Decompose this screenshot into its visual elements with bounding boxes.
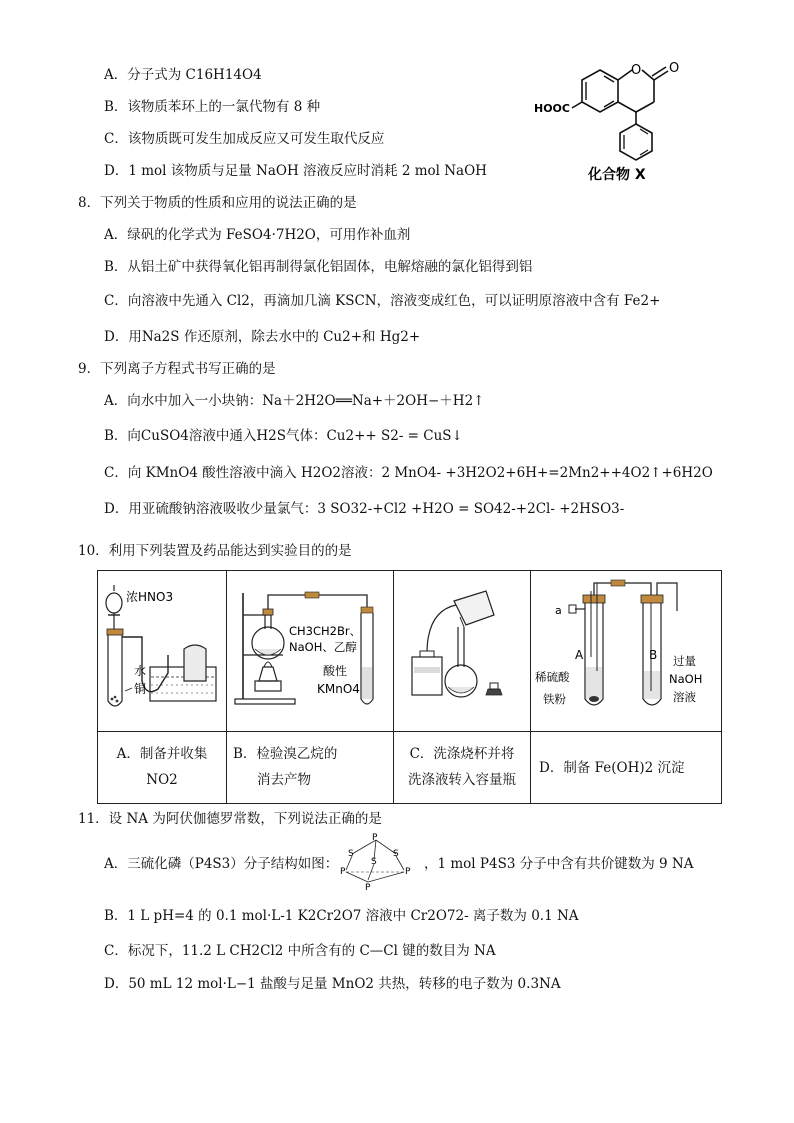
- apparatus-a: [98, 571, 227, 732]
- carbonyl-oxygen-label: O: [669, 61, 680, 76]
- q11-option-d: D．50 mL 12 mol·L−1 盐酸与足量 MnO2 共热，转移的电子数为 0.3NA: [104, 976, 561, 992]
- d-tube-a-label: A: [575, 648, 584, 662]
- a-acid-label: 浓HNO3: [126, 590, 174, 604]
- q7-option-d: D．1 mol 该物质与足量 NaOH 溶液反应时消耗 2 mol NaOH: [104, 163, 487, 179]
- d-valve-a-label: a: [555, 604, 562, 617]
- d-solution-label: 溶液: [673, 690, 696, 704]
- a-water-label: 水: [134, 664, 147, 678]
- p4s3-s-right: S: [393, 849, 399, 859]
- p4s3-s-center: S: [371, 857, 377, 867]
- q8-option-b: B．从铝土矿中获得氧化铝再制得氯化铝固体，电解熔融的氯化铝得到铝: [104, 259, 533, 275]
- d-excess-label: 过量: [673, 654, 696, 668]
- p4s3-p-left: P: [340, 867, 346, 877]
- p4s3-p-top: P: [372, 833, 378, 843]
- q7-option-b: B．该物质苯环上的一氯代物有 8 种: [104, 99, 321, 115]
- b-reagent-line1: CH3CH2Br、: [289, 624, 362, 638]
- a-copper-label: 铜: [134, 682, 147, 696]
- b-reagent-line2: NaOH、乙醇: [289, 640, 357, 654]
- q9-stem: 9．下列离子方程式书写正确的是: [78, 361, 276, 377]
- caption-c: [394, 732, 531, 804]
- q9-option-b: B．向CuSO4溶液中通入H2S气体：Cu2++ S2- = CuS↓: [104, 428, 463, 444]
- compound-x-caption: 化合物 X: [588, 167, 646, 183]
- apparatus-b: [227, 571, 394, 732]
- q9-option-d: D．用亚硫酸钠溶液吸收少量氯气：3 SO32-+Cl2 +H2O = SO42-+2Cl- +2HSO3-: [104, 501, 625, 517]
- q7-option-a: A．分子式为 C16H14O4: [104, 67, 262, 83]
- q11-option-b: B．1 L pH=4 的 0.1 mol·L-1 K2Cr2O7 溶液中 Cr2O72- 离子数为 0.1 NA: [104, 908, 579, 924]
- q10-stem: 10．利用下列装置及药品能达到实验目的的是: [78, 543, 352, 559]
- p4s3-s-left: S: [348, 849, 354, 859]
- d-acid-label: 稀硫酸: [535, 670, 570, 684]
- q8-option-a: A．绿矾的化学式为 FeSO4·7H2O，可用作补血剂: [104, 227, 411, 243]
- p4s3-p-bottom: P: [365, 883, 371, 892]
- q8-option-d: D．用Na2S 作还原剂，除去水中的 Cu2+和 Hg2+: [104, 329, 421, 345]
- q9-option-c: C．向 KMnO4 酸性溶液中滴入 H2O2溶液：2 MnO4- +3H2O2+6H+=2Mn2++4O2↑+6H2O: [104, 465, 713, 481]
- d-iron-label: 铁粉: [543, 692, 566, 706]
- apparatus-a-drawing: [98, 571, 226, 727]
- apparatus-table: [97, 570, 722, 804]
- compound-x-structure: [528, 52, 688, 188]
- caption-b-line1: B．检验溴乙烷的: [233, 746, 338, 762]
- apparatus-d-drawing: [531, 571, 721, 727]
- q11-option-c: C．标况下，11.2 L CH2Cl2 中所含有的 C—Cl 键的数目为 NA: [104, 943, 496, 959]
- apparatus-d: [531, 571, 722, 732]
- caption-a: [98, 732, 227, 804]
- apparatus-c: [394, 571, 531, 732]
- b-kmno4-line2: KMnO4: [317, 682, 360, 696]
- caption-b-line2: 消去产物: [257, 772, 311, 788]
- q11-option-a-after: ，1 mol P4S3 分子中含有共价键数为 9 NA: [424, 856, 694, 872]
- caption-c-line1: C．洗涤烧杯并将: [409, 746, 515, 762]
- ring-oxygen-label: O: [631, 63, 642, 78]
- b-kmno4-line1: 酸性: [323, 664, 348, 678]
- q11-option-a-before: A．三硫化磷（P4S3）分子结构如图：: [104, 856, 339, 872]
- p4s3-structure: [338, 832, 420, 892]
- q8-option-c: C．向溶液中先通入 Cl2，再滴加几滴 KSCN，溶液变成红色，可以证明原溶液中含有 Fe2+: [104, 293, 661, 309]
- caption-b: [227, 732, 394, 804]
- apparatus-c-drawing: [394, 571, 530, 727]
- caption-a-line2: NO2: [146, 772, 178, 788]
- d-tube-b-label: B: [649, 648, 658, 662]
- caption-d-line1: D．制备 Fe(OH)2 沉淀: [539, 760, 685, 776]
- p4s3-p-right: P: [405, 867, 411, 877]
- q9-option-a: A．向水中加入一小块钠：Na＋2H2O══Na+＋2OH−＋H2↑: [104, 393, 485, 409]
- cooh-label: HOOC: [534, 102, 570, 115]
- q7-option-c: C．该物质既可发生加成反应又可发生取代反应: [104, 131, 385, 147]
- caption-c-line2: 洗涤液转入容量瓶: [408, 772, 516, 788]
- caption-d: [531, 732, 722, 804]
- d-naoh-label: NaOH: [669, 672, 703, 686]
- apparatus-b-drawing: [227, 571, 393, 727]
- caption-a-line1: A．制备并收集: [116, 746, 208, 762]
- q8-stem: 8．下列关于物质的性质和应用的说法正确的是: [78, 195, 357, 211]
- q11-stem: 11．设 NA 为阿伏伽德罗常数，下列说法正确的是: [78, 811, 382, 827]
